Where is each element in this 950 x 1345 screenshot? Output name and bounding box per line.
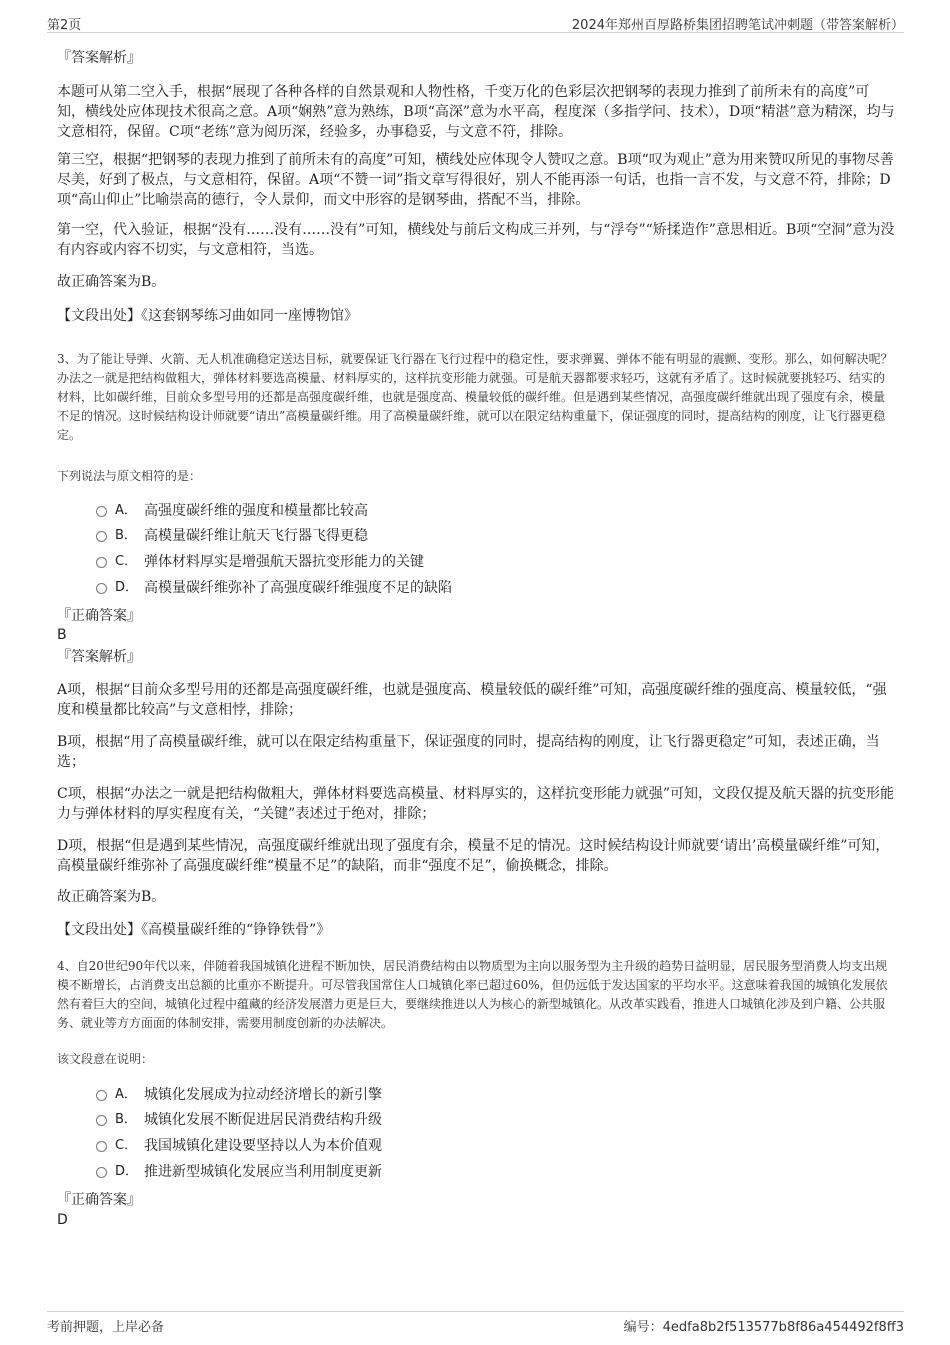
option-letter: A．: [115, 1087, 137, 1102]
option-letter: C．: [115, 554, 138, 569]
radio-icon[interactable]: [96, 583, 107, 594]
q2-analysis-para2: 第三空，根据“把钢琴的表现力推到了前所未有的高度”可知，横线处应体现令人赞叹之意。B项“叹为观止”意为用来赞叹所见的事物尽善尽美，好到了极点，与文意相符，保留。A项“不赞一词”指文章写得很好，别人不能再添一句话，也指一言不发，与文意不符，排除；D项“高山仰止”比喻崇高的德行，令人景仰，而文中形容的是钢琴曲，搭配不当，排除。: [57, 152, 894, 208]
q3-analysis-b: B项，根据“用了高模量碳纤维，就可以在限定结构重量下，保证强度的同时，提高结构的刚度，让飞行器更稳定”可知，表述正确，当选；: [57, 734, 880, 770]
q3-option-c[interactable]: [96, 551, 890, 573]
radio-icon[interactable]: [96, 506, 107, 517]
q3-option-d[interactable]: [96, 577, 890, 599]
q2-conclusion: 故正确答案为B。: [57, 274, 166, 290]
radio-icon[interactable]: [96, 1167, 107, 1178]
q4-option-a[interactable]: [96, 1084, 890, 1106]
correct-answer-label: 『正确答案』: [57, 608, 141, 624]
analysis-label: 『答案解析』: [57, 649, 141, 665]
option-text: 我国城镇化建设要坚持以人为本价值观: [144, 1138, 382, 1154]
q3-prompt: 下列说法与原文相符的是：: [57, 469, 202, 483]
q2-source: 【文段出处】《这套钢琴练习曲如同一座博物馆》: [57, 308, 358, 324]
q3-option-b[interactable]: [96, 525, 890, 547]
analysis-label: 『答案解析』: [57, 50, 141, 66]
option-text: 高模量碳纤维弥补了高强度碳纤维强度不足的缺陷: [144, 580, 452, 596]
radio-icon[interactable]: [96, 1115, 107, 1126]
option-text: 高强度碳纤维的强度和模量都比较高: [144, 503, 368, 519]
page-header: [47, 10, 904, 33]
correct-answer-label: 『正确答案』: [57, 1192, 141, 1208]
option-text: 高模量碳纤维让航天飞行器飞得更稳: [144, 528, 368, 544]
q3-correct-answer: B: [57, 627, 67, 643]
q3-option-a[interactable]: [96, 500, 890, 522]
radio-icon[interactable]: [96, 557, 107, 568]
radio-icon[interactable]: [96, 1141, 107, 1152]
q3-source: 【文段出处】《高模量碳纤维的“铮铮铁骨”》: [57, 922, 331, 938]
footer-motto: 考前押题，上岸必备: [47, 1320, 165, 1335]
q4-prompt: 该文段意在说明：: [57, 1052, 154, 1066]
option-letter: A．: [115, 503, 137, 518]
radio-icon[interactable]: [96, 1090, 107, 1101]
option-text: 弹体材料厚实是增强航天器抗变形能力的关键: [144, 554, 424, 570]
q2-analysis-para3: 第一空，代入验证，根据“没有……没有……没有”可知，横线处与前后文构成三并列，与“浮夸”“矫揉造作”意思相近。B项“空洞”意为没有内容或内容不切实，与文意相符，当选。: [57, 222, 895, 258]
q3-analysis-c: C项，根据“办法之一就是把结构做粗大，弹体材料要选高模量、材料厚实的，这样抗变形能力就强”可知，文段仅提及航天器的抗变形能力与弹体材料的厚实程度有关，“关键”表述过于绝对，排除；: [57, 786, 895, 822]
option-letter: D．: [115, 580, 139, 595]
option-letter: D．: [115, 1164, 139, 1179]
q4-correct-answer: D: [57, 1212, 68, 1228]
q4-stem: 4、自20世纪90年代以来，伴随着我国城镇化进程不断加快，居民消费结构由以物质型为主向以服务型为主升级的趋势日益明显，居民服务型消费人均支出规模不断增长，占消费支出总额的比重亦不断提升。可尽管我国常住人口城镇化率已超过60%，但仍远低于发达国家的平均水平。这意味着我国的城镇化发展依然有着巨大的空间，城镇化过程中蕴藏的经济发展潜力更是巨大，要继续推进以人为核心的新型城镇化。从改革实践看，推进人口城镇化涉及到户籍、公共服务、就业等方方面面的体制安排，需要用制度创新的办法解决。: [57, 959, 888, 1030]
option-text: 城镇化发展不断促进居民消费结构升级: [144, 1112, 382, 1128]
q3-conclusion: 故正确答案为B。: [57, 889, 166, 905]
q3-analysis-d: D项，根据“但是遇到某些情况，高强度碳纤维就出现了强度有余，模量不足的情况。这时候结构设计师就要‘请出’高模量碳纤维”可知，高模量碳纤维弥补了高强度碳纤维“模量不足”的缺陷，而非“强度不足”，偷换概念，排除。: [57, 838, 890, 874]
q4-option-c[interactable]: [96, 1135, 890, 1157]
option-letter: B．: [115, 1112, 137, 1127]
page-footer: [47, 1311, 904, 1334]
document-title: 2024年郑州百厚路桥集团招聘笔试冲刺题（带答案解析）: [571, 18, 904, 33]
radio-icon[interactable]: [96, 531, 107, 542]
q4-option-d[interactable]: [96, 1161, 890, 1183]
option-text: 城镇化发展成为拉动经济增长的新引擎: [144, 1087, 382, 1103]
option-letter: C．: [115, 1138, 138, 1153]
page-number: 第2页: [47, 18, 82, 33]
q4-option-b[interactable]: [96, 1109, 890, 1131]
q3-stem: 3、为了能让导弹、火箭、无人机准确稳定送达目标，就要保证飞行器在飞行过程中的稳定性，要求弹翼、弹体不能有明显的震颤、变形。那么，如何解决呢？办法之一就是把结构做粗大，弹体材料要选高模量、材料厚实的，这样抗变形能力就强。可是航天器都要求轻巧，这就有矛盾了。这时候就要挑轻巧、结实的材料，比如碳纤维，目前众多型号用的还都是高强度碳纤维，也就是强度高、模量较低的碳纤维。但是遇到某些情况，高强度碳纤维就出现了强度有余，模量不足的情况。这时候结构设计师就要“请出”高模量碳纤维。用了高模量碳纤维，就可以在限定结构重量下，保证强度的同时，提高结构的刚度，让飞行器更稳定。: [57, 352, 893, 442]
option-letter: B．: [115, 528, 137, 543]
q2-analysis-para1: 本题可从第二空入手，根据“展现了各种各样的自然景观和人物性格，千变万化的色彩层次把钢琴的表现力推到了前所未有的高度”可知，横线处应体现技术很高之意。A项“娴熟”意为熟练，B项“高深”意为水平高，程度深（多指学问、技术），D项“精湛”意为精深，均与文意相符，保留。C项“老练”意为阅历深，经验多，办事稳妥，与文意不符，排除。: [57, 84, 895, 140]
option-text: 推进新型城镇化发展应当利用制度更新: [144, 1164, 382, 1180]
document-code: 编号：4edfa8b2f513577b8f86a454492f8ff3: [623, 1320, 904, 1335]
q3-analysis-a: A项，根据“目前众多型号用的还都是高强度碳纤维，也就是强度高、模量较低的碳纤维”可知，高强度碳纤维的强度高、模量较低，“强度和模量都比较高”与文意相悖，排除；: [57, 682, 887, 718]
